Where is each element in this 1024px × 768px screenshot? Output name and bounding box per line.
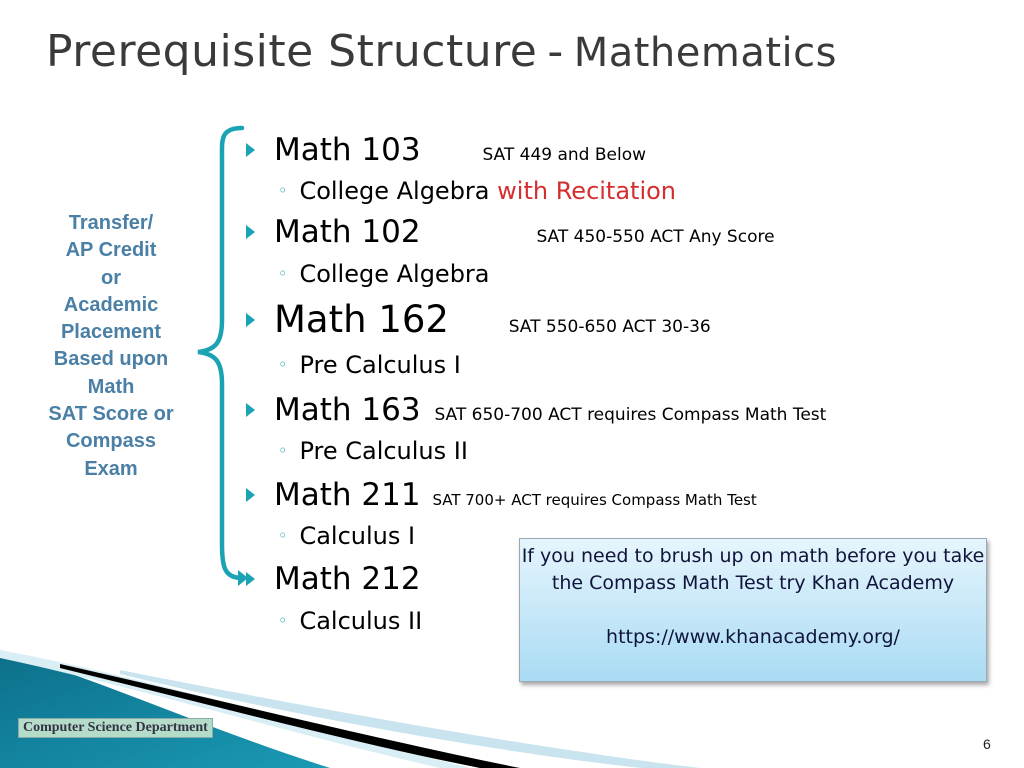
decorative-swoosh (0, 640, 1024, 768)
course-item (246, 298, 711, 341)
placement-note-line: Compass (65, 430, 157, 453)
course-item (246, 214, 775, 250)
course-title: Pre Calculus I (299, 351, 461, 379)
course-requirement: SAT 449 and Below (482, 145, 647, 165)
curly-brace-icon (190, 120, 250, 590)
course-item (246, 392, 826, 428)
slide-title (46, 26, 837, 77)
bullet-arrow-icon (246, 313, 255, 327)
course-name: Math 163 (274, 392, 421, 428)
placement-note-line: Transfer/ (68, 212, 154, 234)
course-requirement: SAT 650-700 ACT requires Compass Math Test (434, 405, 827, 425)
course-title: College Algebra (299, 260, 490, 288)
course-subitem (278, 437, 468, 465)
callout-message: If you need to brush up on math before you take the Compass Math Test try Khan Academy (521, 545, 985, 594)
course-name: Math 212 (274, 561, 421, 597)
placement-note-line: Based upon (53, 348, 169, 371)
course-requirement: SAT 700+ ACT requires Compass Math Test (432, 491, 757, 509)
placement-note-line: or (101, 266, 121, 289)
title-main: Prerequisite Structure (46, 26, 538, 77)
course-subitem (278, 522, 415, 550)
placement-note-line: AP Credit (65, 239, 157, 262)
course-subitem (278, 260, 490, 288)
course-highlight: with Recitation (497, 177, 677, 205)
placement-note-line: SAT Score or (48, 403, 174, 426)
placement-note-line: Math (87, 375, 135, 398)
course-name: Math 211 (274, 477, 421, 513)
page-number: 6 (983, 736, 991, 752)
course-name: Math 162 (274, 298, 449, 341)
khan-academy-link[interactable]: https://www.khanacademy.org/ (606, 626, 900, 648)
bullet-arrow-icon (246, 488, 255, 502)
course-title: College Algebra (299, 177, 490, 205)
bullet-arrow-icon (246, 143, 255, 157)
course-item (246, 477, 757, 513)
bullet-circle-icon: ◦ (278, 264, 288, 283)
placement-note (30, 210, 192, 483)
course-requirement: SAT 450-550 ACT Any Score (536, 227, 775, 247)
placement-note-line: Academic (63, 293, 159, 316)
bullet-circle-icon: ◦ (278, 355, 288, 374)
department-label: Computer Science Department (18, 718, 213, 738)
title-subject: Mathematics (573, 30, 837, 76)
bullet-circle-icon: ◦ (278, 526, 288, 545)
course-subitem (278, 177, 676, 205)
bullet-arrow-icon (246, 403, 255, 417)
course-title: Calculus II (299, 607, 423, 635)
bullet-arrow-icon (246, 572, 255, 586)
placement-note-line: Exam (84, 457, 138, 480)
course-title: Pre Calculus II (299, 437, 468, 465)
course-title: Calculus I (299, 522, 416, 550)
course-name: Math 103 (274, 132, 421, 168)
course-name: Math 102 (274, 214, 421, 250)
course-subitem (278, 351, 461, 379)
placement-note-line: Placement (60, 321, 162, 344)
bullet-circle-icon: ◦ (278, 611, 288, 630)
course-requirement: SAT 550-650 ACT 30-36 (508, 317, 711, 337)
bullet-circle-icon: ◦ (278, 441, 288, 460)
course-subitem (278, 607, 422, 635)
bullet-arrow-icon (246, 225, 255, 239)
title-dash: - (547, 26, 564, 77)
course-item (246, 132, 646, 168)
bullet-circle-icon: ◦ (278, 181, 288, 200)
course-item (246, 561, 421, 597)
